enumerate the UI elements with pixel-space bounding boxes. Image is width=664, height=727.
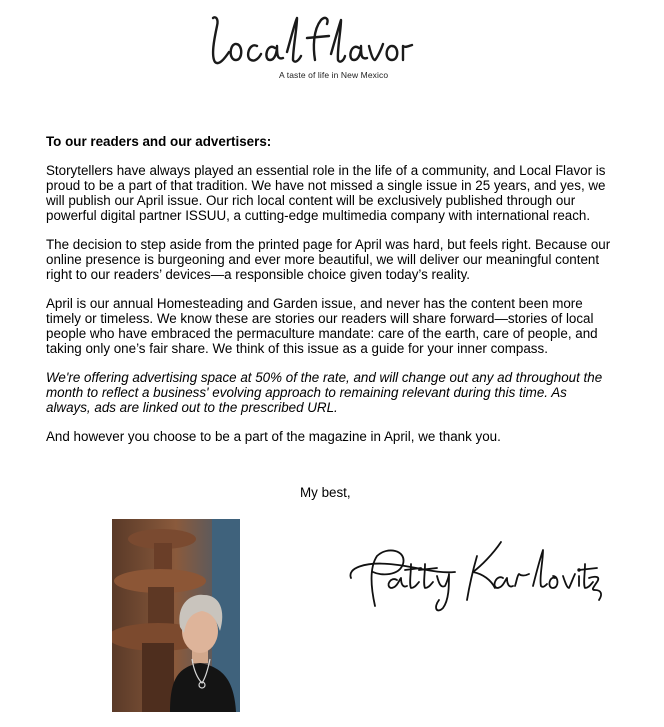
author-photo [112,519,240,712]
author-signature [345,534,605,625]
letter-body [46,134,612,458]
letter-paragraph-advertising: We're offering advertising space at 50% of the rate, and will change out any ad throughout the month to reflect a business' evolving approach to remaining relevant during this time. As always, ads are linked out to the prescribed URL. [46,370,603,415]
signature-handwriting [345,534,605,620]
letter-paragraph: Storytellers have always played an essential role in the life of a community, and Local Flavor is proud to be a part of that tradition. We have not missed a single issue in 25 years, and yes, we will publish our April issue. Our rich local content will be exclusively published through our powerful digital partner ISSUU, a cutting-edge multimedia company with international reach. [46,163,606,223]
letter-salutation: To our readers and our advertisers: [46,134,272,149]
logo-tagline: A taste of life in New Mexico [279,70,389,80]
letter-paragraph: And however you choose to be a part of the magazine in April, we thank you. [46,429,501,444]
author-portrait-image [112,519,240,712]
masthead-logo [205,8,415,88]
letter-paragraph: The decision to step aside from the printed page for April was hard, but feels right. Because our online presence is burgeoning and ever more beautiful, we will deliver our meaningful content right to our readers’ devices—a responsible choice given today’s reality. [46,237,611,282]
letter-closing: My best, [300,485,351,500]
local-flavor-logo-script [205,8,415,70]
letter-paragraph: April is our annual Homesteading and Garden issue, and never has the content been more timely or timeless. We know these are stories our readers will share forward—stories of local people who have embraced the permaculture mandate: care of the earth, care of people, and taking only one’s fair share. We think of this issue as a guide for your inner compass. [46,296,598,356]
